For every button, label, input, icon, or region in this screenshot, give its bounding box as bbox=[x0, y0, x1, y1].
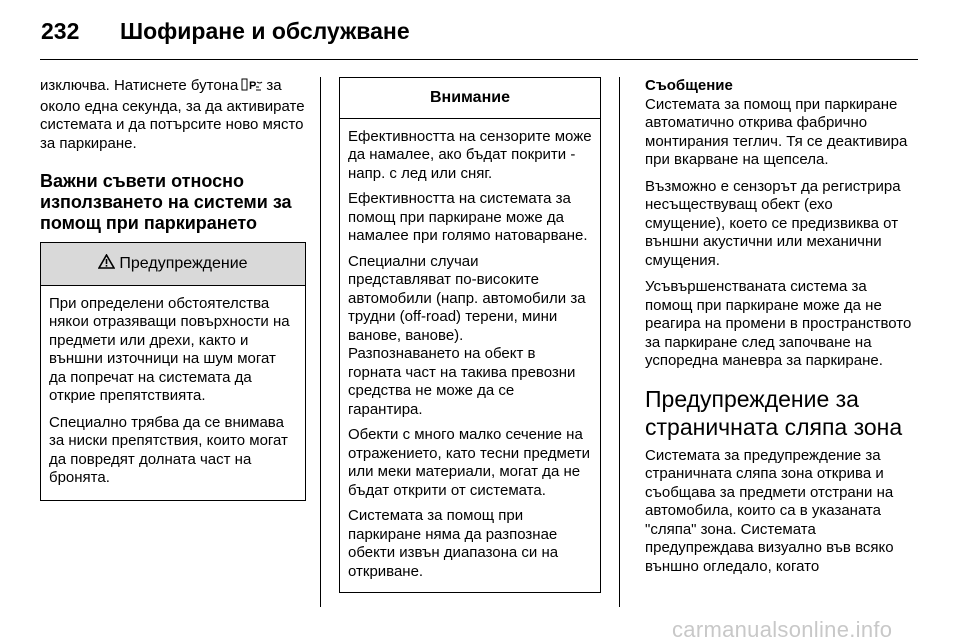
message-paragraph: Усъвършенстваната система за помощ при паркиране може да не реагира на промени в пространството за паркиране след започване на успоредна маневра за паркиране. bbox=[645, 278, 912, 369]
warning-paragraph: Специално трябва да се внимава за ниски препятствия, които могат да повредят долната част на бронята. bbox=[49, 413, 288, 486]
column-1 bbox=[40, 77, 306, 501]
message-paragraph: Възможно е сензорът да регистрира несъществуващ обект (ехо смущение), което се предизвиква от външни акустични или механични смущения. bbox=[645, 177, 901, 269]
warning-triangle-icon bbox=[98, 254, 115, 275]
page-number: 232 bbox=[41, 18, 80, 44]
warning-box bbox=[40, 242, 306, 501]
section-heading: Важни съвети относно използването на системи за помощ при паркирането bbox=[40, 171, 292, 233]
notice-paragraph: Ефективността на системата за помощ при паркиране може да намалее при голямо натоварване. bbox=[348, 190, 588, 244]
notice-paragraph: Обекти с много малко сечение на отражението, като тесни предмети или меки материали, могат да не бъдат открити от системата. bbox=[348, 426, 590, 499]
section-heading: Предупреждение за страничната сляпа зона bbox=[645, 385, 903, 440]
column-2 bbox=[339, 77, 601, 593]
parking-assist-icon bbox=[241, 78, 263, 98]
column-3 bbox=[645, 77, 915, 584]
notice-paragraph: Специални случаи представляват по-високите автомобили (напр. автомобили за трудни (off-road) терени, мини ванове, ванове). Разпознаването на обект в горната част на такива превозни средства не може да се гарантира. bbox=[348, 252, 586, 418]
header-rule bbox=[40, 59, 918, 60]
message-paragraph: Системата за помощ при паркиране автоматично открива фабрично монтирания теглич. Тя се деактивира при вкарване на щепсела. bbox=[645, 95, 908, 168]
column-divider bbox=[619, 77, 620, 607]
notice-box-body bbox=[340, 119, 600, 593]
intro-paragraph: изключва. Натиснете бутона P за около една секунда, за да активирате системата и да потърсите ново място за паркиране. bbox=[40, 77, 305, 152]
svg-text:P: P bbox=[249, 80, 257, 92]
warning-paragraph: При определени обстоятелства някои отразяващи повърхности на предмети или дрехи, както и външни източници на шум могат да попречат на системата да открие препятствията. bbox=[49, 294, 290, 404]
body-paragraph: Системата за предупреждение за страничната сляпа зона открива и съобщава за предмети отстрани на автомобила, които са в указаната "сляпа" зона. Системата предупреждава визуално във всяко външно огледало, когато bbox=[645, 446, 894, 575]
notice-paragraph: Системата за помощ при паркиране няма да разпознае обекти извън диапазона си на откриване. bbox=[348, 507, 559, 580]
notice-box-title: Внимание bbox=[340, 78, 600, 119]
message-heading: Съобщение bbox=[645, 77, 733, 94]
notice-box bbox=[339, 77, 601, 593]
warning-box-body bbox=[41, 286, 305, 500]
page-header bbox=[0, 0, 960, 62]
running-title: Шофиране и обслужване bbox=[120, 18, 410, 44]
column-divider bbox=[320, 77, 321, 607]
warning-box-title: Предупреждение bbox=[41, 243, 305, 286]
watermark: carmanualsonline.info bbox=[672, 617, 893, 642]
notice-paragraph: Ефективността на сензорите може да намалее, ако бъдат покрити - напр. с лед или сняг. bbox=[348, 127, 592, 182]
